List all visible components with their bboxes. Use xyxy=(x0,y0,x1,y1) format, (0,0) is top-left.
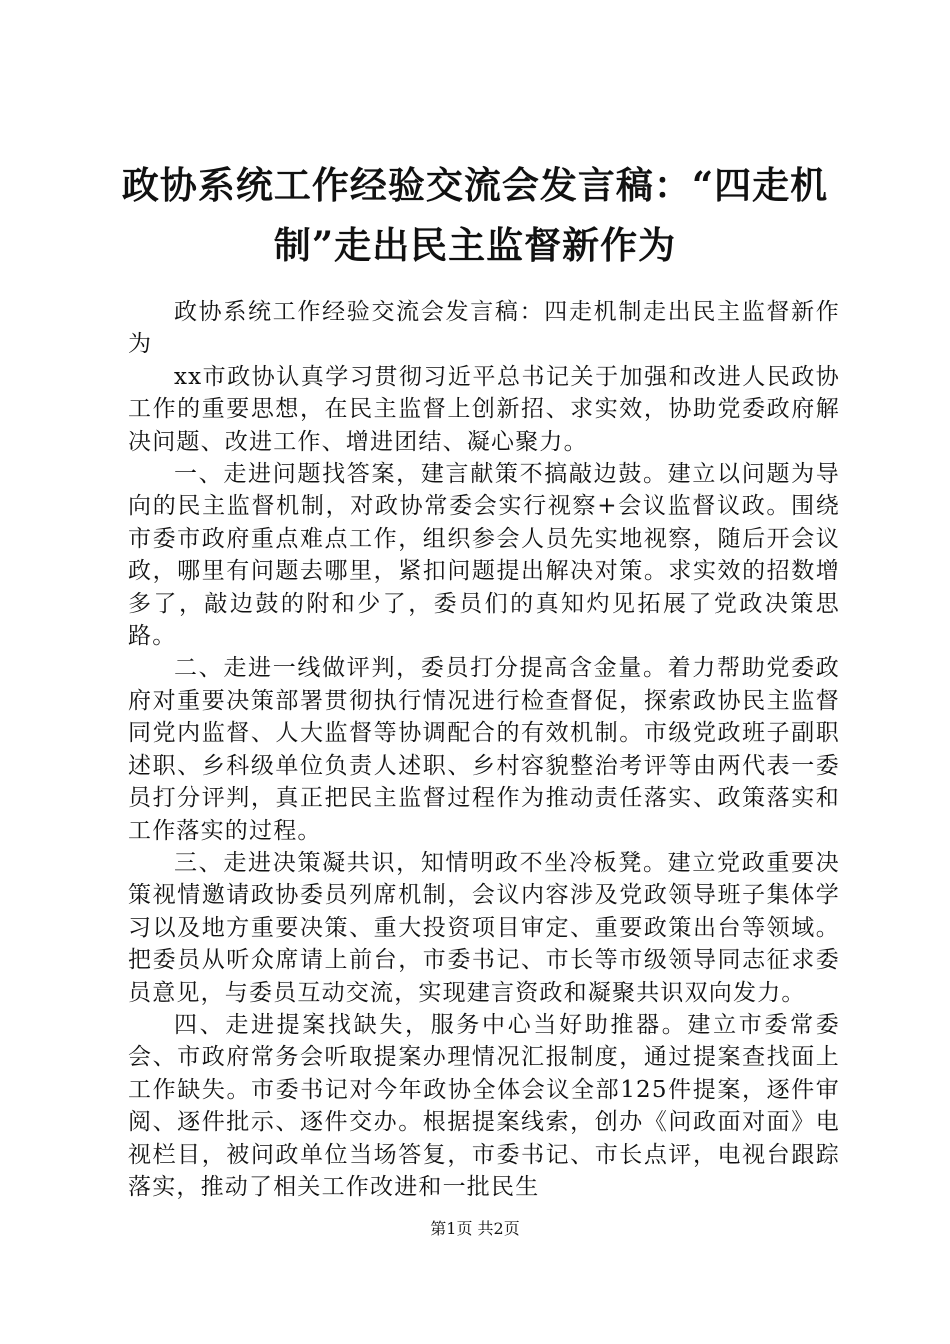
document-body xyxy=(128,296,840,1203)
section-one-paragraph: 一、走进问题找答案，建言献策不搞敲边鼓。建立以问题为导向的民主监督机制，对政协常委会实行视察+会议监督议政。围绕市委市政府重点难点工作，组织参会人员先实地视察，随后开会议政，哪里有问题去哪里，紧扣问题提出解决对策。求实效的招数增多了，敲边鼓的附和少了，委员们的真知灼见拓展了党政决策思路。 xyxy=(128,461,840,650)
section-three-paragraph: 三、走进决策凝共识，知情明政不坐冷板凳。建立党政重要决策视情邀请政协委员列席机制，会议内容涉及党政领导班子集体学习以及地方重要决策、重大投资项目审定、重要政策出台等领域。把委员从听众席请上前台，市委书记、市长等市级领导同志征求委员意见，与委员互动交流，实现建言资政和凝聚共识双向发力。 xyxy=(128,849,840,1006)
intro-heading-paragraph: 政协系统工作经验交流会发言稿：四走机制走出民主监督新作为 xyxy=(128,299,840,358)
overview-paragraph: xx市政协认真学习贯彻习近平总书记关于加强和改进人民政协工作的重要思想，在民主监督上创新招、求实效，协助党委政府解决问题、改进工作、增进团结、凝心聚力。 xyxy=(128,363,840,455)
page-number-footer: 第1页 共2页 xyxy=(430,1219,520,1238)
section-two-paragraph: 二、走进一线做评判，委员打分提高含金量。着力帮助党委政府对重要决策部署贯彻执行情况进行检查督促，探索政协民主监督同党内监督、人大监督等协调配合的有效机制。市级党政班子副职述职、乡科级单位负责人述职、乡村容貌整治考评等由两代表一委员打分评判，真正把民主监督过程作为推动责任落实、政策落实和工作落实的过程。 xyxy=(128,655,840,844)
section-four-paragraph: 四、走进提案找缺失，服务中心当好助推器。建立市委常委会、市政府常务会听取提案办理情况汇报制度，通过提案查找面上工作缺失。市委书记对今年政协全体会议全部125件提案，逐件审阅、逐件批示、逐件交办。根据提案线索，创办《问政面对面》电视栏目，被问政单位当场答复，市委书记、市长点评，电视台跟踪落实，推动了相关工作改进和一批民生 xyxy=(128,1011,840,1200)
document-title: 政协系统工作经验交流会发言稿：“四走机制”走出民主监督新作为 xyxy=(121,163,829,267)
